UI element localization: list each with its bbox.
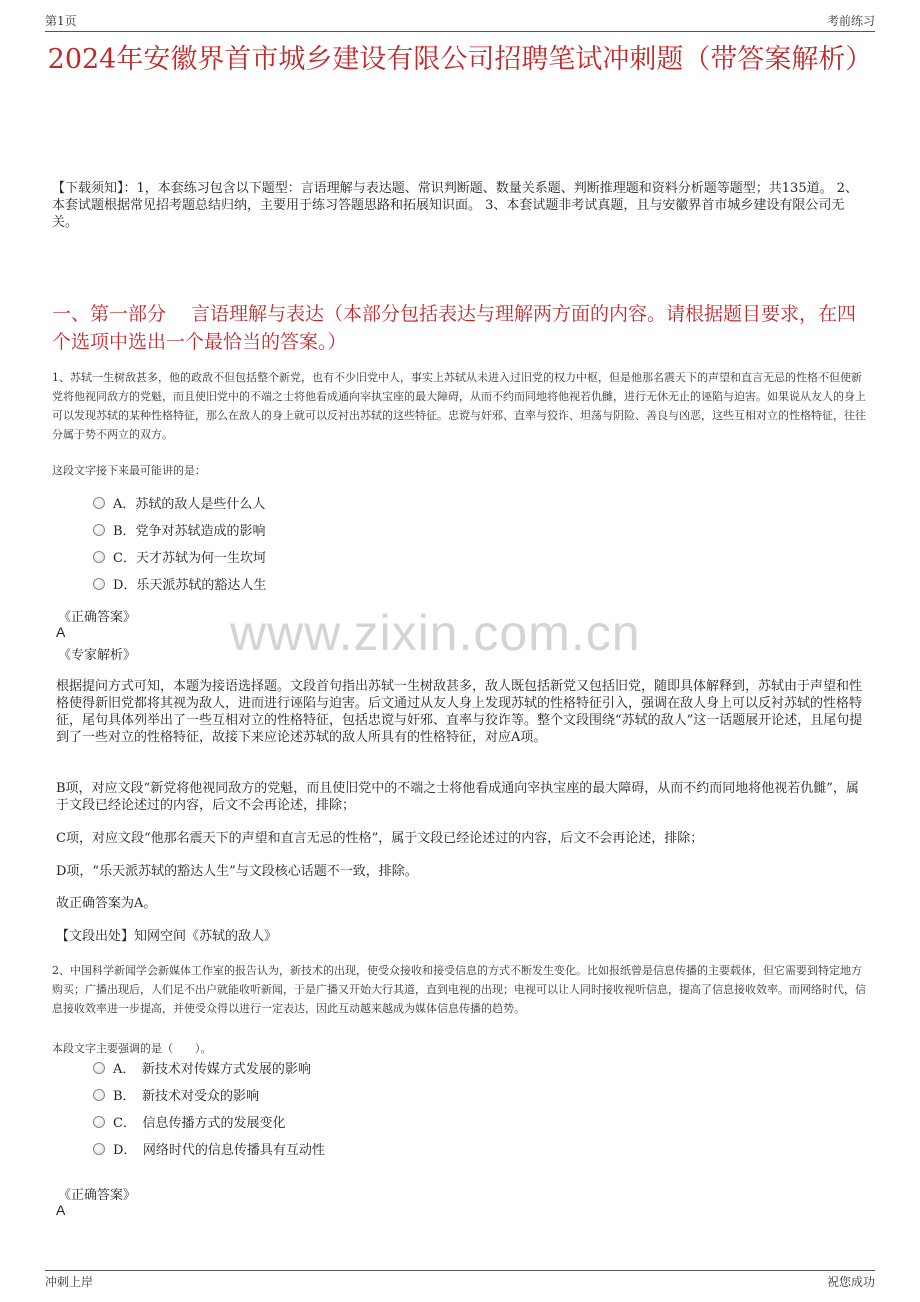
q2-option-a[interactable]: A． 新技术对传媒方式发展的影响: [93, 1061, 311, 1079]
radio-icon[interactable]: [93, 1062, 105, 1074]
section-heading: 一、第一部分 言语理解与表达（本部分包括表达与理解两方面的内容。请根据题目要求，在四个选项中选出一个最恰当的答案。）: [52, 303, 857, 353]
page-title: 2024年安徽界首市城乡建设有限公司招聘笔试冲刺题（带答案解析）: [47, 44, 873, 75]
q1-option-d[interactable]: D．乐天派苏轼的豁达人生: [93, 577, 266, 595]
q2-option-b[interactable]: B． 新技术对受众的影响: [93, 1088, 259, 1106]
q1-answer-label: 《正确答案》: [58, 610, 137, 625]
footer-right-label: 祝您成功: [826, 1275, 875, 1289]
q1-analysis-paragraph: 根据提问方式可知，本题为接语选择题。文段首句指出苏轼一生树敌甚多，敌人既包括新党又包括旧党，随即具体解释到，苏轼由于声望和性格使得新旧党都将其视为敌人，进而进行诬陷与迫害。后文通过从友人身上发现苏轼的性格特征引入，强调在敌人身上可以反衬苏轼的性格特征，尾句具体列举出了一些互相对立的性格特征，包括忠谠与奸邪、直率与狡诈等。整个文段围绕“苏轼的敌人”这一话题展开论述，且尾句提到了一些对立的性格特征，故接下来应论述苏轼的敌人所具有的性格特征，对应A项。: [56, 679, 863, 745]
page-footer: [45, 1273, 875, 1291]
radio-icon[interactable]: [93, 524, 105, 536]
download-notice: 【下载须知】：1，本套练习包含以下题型：言语理解与表达题、常识判断题、数量关系题、判断推理题和资料分析题等题型；共135道。 2、本套试题根据常见招考题总结归纳，主要用于练习答题思路和拓展知识面。 3、本套试题非考试真题，且与安徽界首市城乡建设有限公司无关。: [52, 181, 858, 230]
footer-left-label: 冲刺上岸: [45, 1275, 94, 1289]
q1-analysis-paragraph: 故正确答案为A。: [56, 896, 157, 911]
q1-analysis-label: 《专家解析》: [58, 648, 137, 663]
q1-analysis-paragraph: C项，对应文段“他那名震天下的声望和直言无忌的性格”，属于文段已经论述过的内容，后文不会再论述，排除；: [56, 831, 704, 846]
question-1-text: 1、苏轼一生树敌甚多，他的政敌不但包括整个新党，也有不少旧党中人，事实上苏轼从未进入过旧党的权力中枢，但是他那名震天下的声望和直言无忌的性格不但使新党将他视同敌方的党魁，而且使旧党中的不端之士将他看成通向宰执宝座的最大障碍，从而不约而同地将他视若仇雠，进行无休无止的诬陷与迫害。如果说从友人的身上可以发现苏轼的某种性格特征，那么在敌人的身上就可以反衬出苏轼的这些特征。忠谠与奸邪、直率与狡诈、坦荡与阴险、善良与凶恶，这些互相对立的性格特征，往往分属于势不两立的双方。: [52, 371, 866, 441]
radio-icon[interactable]: [93, 1116, 105, 1128]
watermark: www.zixin.com.cn: [230, 605, 641, 661]
question-2-text: 2、中国科学新闻学会新媒体工作室的报告认为，新技术的出现，使受众接收和接受信息的方式不断发生变化。比如报纸曾是信息传播的主要载体，但它需要到特定地方购买；广播出现后，人们足不出户就能收听新闻，于是广播又开始大行其道，直到电视的出现；电视可以让人同时接收视听信息，提高了信息接收效率。而网络时代，信息接收效率进一步提高，并使受众得以进行一定表达，因此互动越来越成为媒体信息传播的趋势。: [52, 964, 866, 1015]
radio-icon[interactable]: [93, 578, 105, 590]
q1-option-a[interactable]: A．苏轼的敌人是些什么人: [93, 496, 265, 514]
q2-answer-label: 《正确答案》: [58, 1188, 137, 1203]
page-number: 第1页: [45, 14, 77, 28]
footer-divider: [45, 1270, 875, 1271]
radio-icon[interactable]: [93, 1089, 105, 1101]
page-header: [45, 12, 875, 30]
q2-option-d[interactable]: D． 网络时代的信息传播具有互动性: [93, 1142, 325, 1160]
q1-analysis-paragraph: D项，“乐天派苏轼的豁达人生”与文段核心话题不一致，排除。: [56, 864, 418, 879]
q1-option-c[interactable]: C．天才苏轼为何一生坎坷: [93, 550, 266, 568]
q1-option-b[interactable]: B．党争对苏轼造成的影响: [93, 523, 266, 541]
radio-icon[interactable]: [93, 1143, 105, 1155]
q1-analysis-paragraph: B项，对应文段“新党将他视同敌方的党魁，而且使旧党中的不端之士将他看成通向宰执宝座的最大障碍，从而不约而同地将他视若仇雠”，属于文段已经论述过的内容，后文不会再论述，排除；: [56, 781, 859, 813]
radio-icon[interactable]: [93, 551, 105, 563]
q2-answer: A: [56, 1202, 66, 1218]
question-1-prompt: 这段文字接下来最可能讲的是：: [52, 464, 206, 477]
q1-source: 【文段出处】知网空间《苏轼的敌人》: [56, 929, 278, 944]
header-divider: [45, 31, 875, 32]
radio-icon[interactable]: [93, 497, 105, 509]
q1-answer: A: [56, 624, 66, 640]
header-label: 考前练习: [826, 14, 875, 28]
question-2-prompt: 本段文字主要强调的是（ ）。: [52, 1042, 212, 1055]
q2-option-c[interactable]: C． 信息传播方式的发展变化: [93, 1115, 285, 1133]
